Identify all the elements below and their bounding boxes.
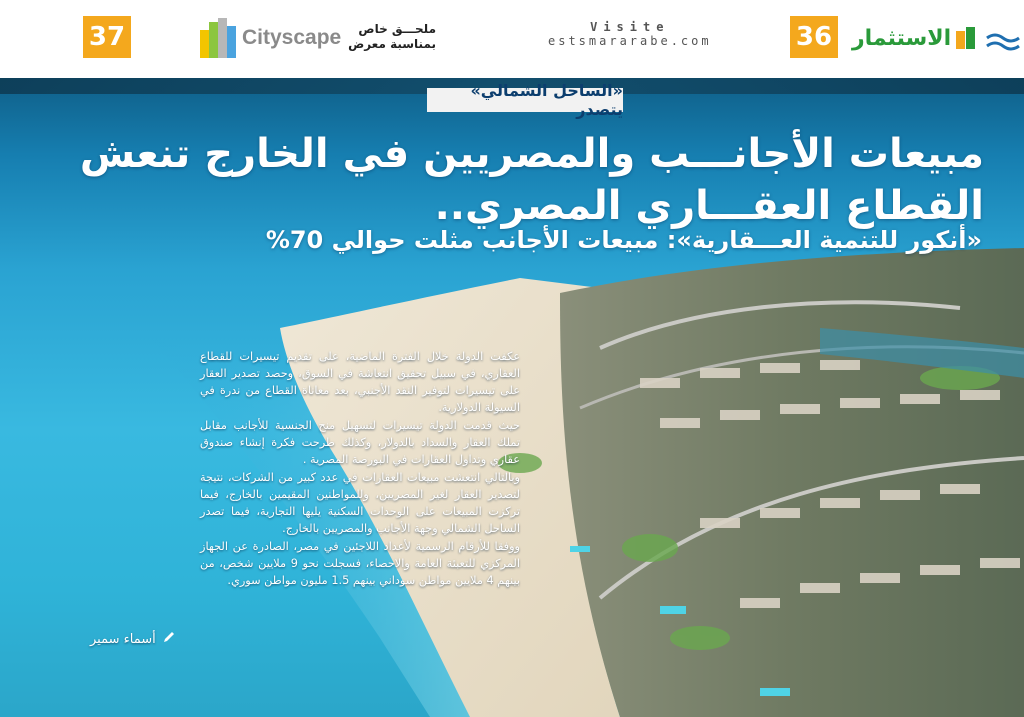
website-info <box>548 20 712 48</box>
supplement-line-1: ملحـــق خاص <box>358 22 436 36</box>
body-paragraph: ووفقا للأرقام الرسمية لأعداد اللاجئين في مصر، الصادرة عن الجهاز المركزي للتعبئة العامة والاحصاء، فسجلت نحو 9 ملايين شخص، من بينهم 4 ملايين مواطن سوداني بينهم 1.5 مليون مواطن سوري. <box>200 540 520 587</box>
headline-line-1: مبيعات الأجانـــب والمصريين في الخارج تنعش <box>79 131 984 177</box>
supplement-line-2: بمناسبة معرض <box>348 37 436 51</box>
body-paragraph: حيث قدمت الدولة تيسيرات لتسهيل منح الجنسية للأجانب مقابل تملك العقار والسداد بالدولار، وكذلك طرحت فكرة إنشاء صندوق عقاري وتداول العقارات في البورصة المصرية . <box>200 419 520 466</box>
headline-line-2: القطاع العقـــاري المصري.. <box>434 183 984 229</box>
website-url[interactable]: estsmararabe.com <box>548 34 712 48</box>
cityscape-logo <box>200 18 341 58</box>
cityscape-logo-icon <box>200 18 236 58</box>
supplement-label <box>346 22 436 52</box>
page-header <box>0 0 1024 78</box>
article-headline <box>24 128 984 232</box>
magazine-logo <box>852 18 977 58</box>
magazine-logo-text: الاستثمار <box>852 25 952 51</box>
article-subheadline: «أنكور للتنمية العـــقارية»: مبيعات الأجانب مثلت حوالي 70% <box>265 226 982 254</box>
body-paragraph: عكفت الدولة خلال الفترة الماضية، على تقديم تيسيرات للقطاع العقاري، في سبيل تحقيق انتعاشة في السوق، وحصد تصدير العقار على تيسيرات لتوفير النقد الأجنبي، بعد معاناة القطاع من ندرة في السيولة الدولارية. <box>200 350 520 414</box>
wave-icon <box>985 32 1021 52</box>
article-kicker: «الساحل الشمالي» يتصدر <box>427 88 623 112</box>
page-number-left: 37 <box>83 16 131 58</box>
page-number-right: 36 <box>790 16 838 58</box>
article-byline <box>90 630 176 648</box>
cityscape-brand-name: Cityscape <box>242 26 342 49</box>
body-paragraph: وبالتالي انتعشت مبيعات العقارات في عدد كبير من الشركات، نتيجة لتصدير العقار لغير المصريين، وللمواطنين المقيمين بالخارج، فيما تركزت المبيعات على الوحدات السكنية يليها التجارية، فيما تصدر الساحل الشمالي وجهة الأجانب والمصريين بالخارج. <box>200 471 520 535</box>
article-body <box>200 348 520 590</box>
author-name: أسماء سمير <box>90 631 156 647</box>
pen-icon <box>162 630 176 648</box>
visit-label: Visite <box>590 20 670 34</box>
magazine-logo-icon <box>955 25 977 51</box>
